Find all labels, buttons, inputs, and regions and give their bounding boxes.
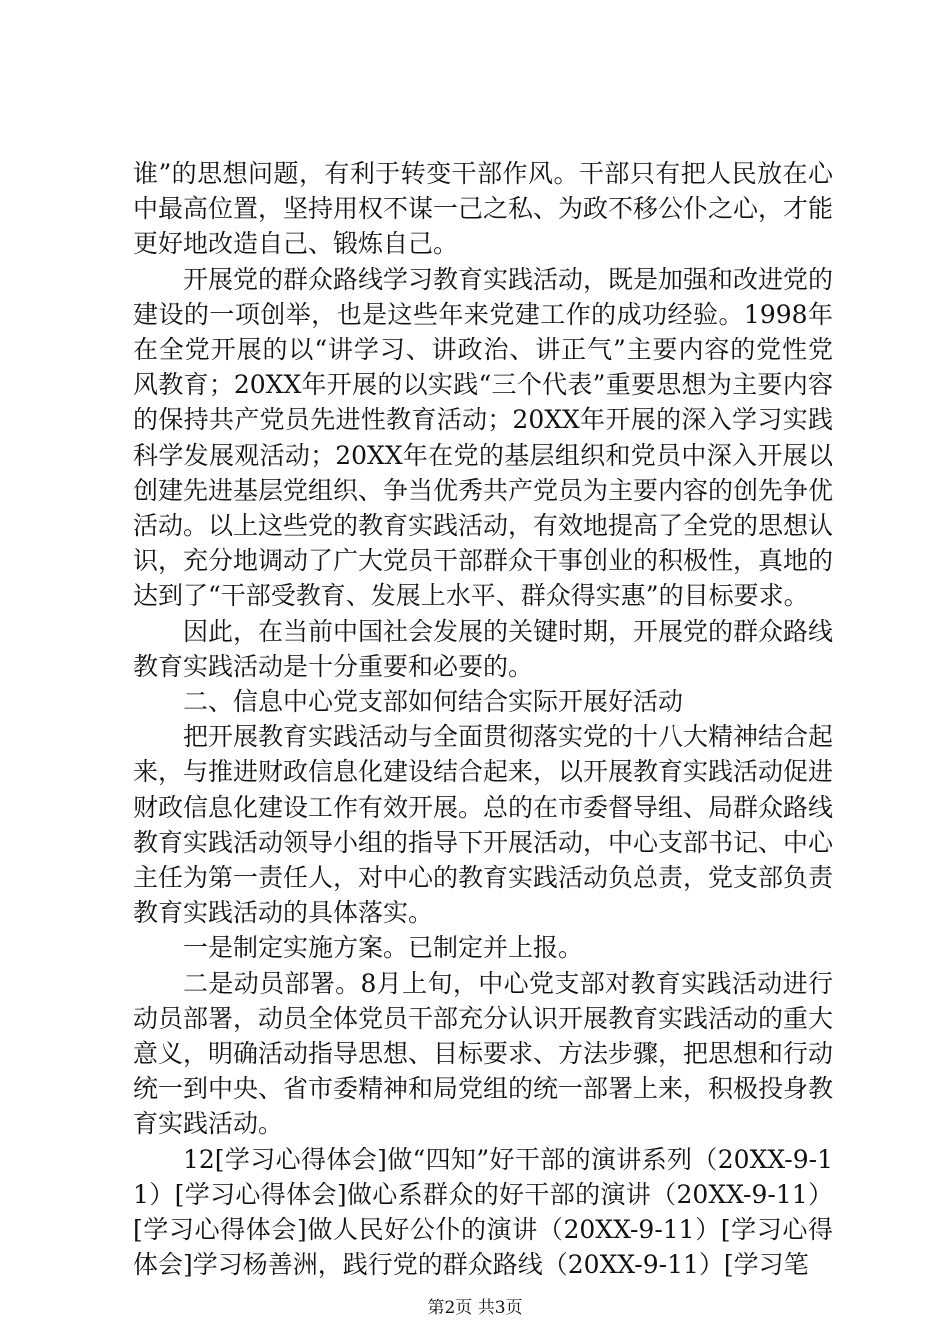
paragraph-step-two: 二是动员部署。8月上旬，中心党支部对教育实践活动进行动员部署，动员全体党员干部充分认识开展教育实践活动的重大意义，明确活动指导思想、目标要求、方法步骤，把思想和行动统一到中央、省市委精神和局党组的统一部署上来，积极投身教育实践活动。 bbox=[133, 968, 834, 1139]
paragraph-continuation: 谁”的思想问题，有利于转变干部作风。干部只有把人民放在心中最高位置，坚持用权不谋一己之私、为政不移公仆之心，才能更好地改造自己、锻炼自己。 bbox=[133, 159, 834, 259]
paragraph-conclusion: 因此，在当前中国社会发展的关键时期，开展党的群众路线教育实践活动是十分重要和必要的。 bbox=[133, 616, 834, 681]
paragraph-related-articles: 12[学习心得体会]做“四知”好干部的演讲系列（20XX-9-11）[学习心得体会]做心系群众的好干部的演讲（20XX-9-11）[学习心得体会]做人民好公仆的演讲（20XX-9-11）[学习心得体会]学习杨善洲，践行党的群众路线（20XX-9-11）[学习笔 bbox=[133, 1144, 833, 1280]
body-text bbox=[133, 156, 833, 1283]
paragraph-step-one: 一是制定实施方案。已制定并上报。 bbox=[183, 933, 584, 963]
paragraph-integration: 把开展教育实践活动与全面贯彻落实党的十八大精神结合起来，与推进财政信息化建设结合起来，以开展教育实践活动促进财政信息化建设工作有效开展。总的在市委督导组、局群众路线教育实践活动领导小组的指导下开展活动，中心支部书记、中心主任为第一责任人，对中心的教育实践活动负总责，党支部负责教育实践活动的具体落实。 bbox=[133, 722, 834, 928]
section-heading-two: 二、信息中心党支部如何结合实际开展好活动 bbox=[183, 687, 684, 717]
page-number-footer: 第2页 共3页 bbox=[427, 1298, 523, 1318]
paragraph-party-campaign-history: 开展党的群众路线学习教育实践活动，既是加强和改进党的建设的一项创举，也是这些年来党建工作的成功经验。1998年在全党开展的以“讲学习、讲政治、讲正气”主要内容的党性党风教育；20XX年开展的以实践“三个代表”重要思想为主要内容的保持共产党员先进性教育活动；20XX年开展的深入学习实践科学发展观活动；20XX年在党的基层组织和党员中深入开展以创建先进基层党组织、争当优秀共产党员为主要内容的创先争优活动。以上这些党的教育实践活动，有效地提高了全党的思想认识，充分地调动了广大党员干部群众干事创业的积极性，真地的达到了“干部受教育、发展上水平、群众得实惠”的目标要求。 bbox=[133, 264, 834, 611]
